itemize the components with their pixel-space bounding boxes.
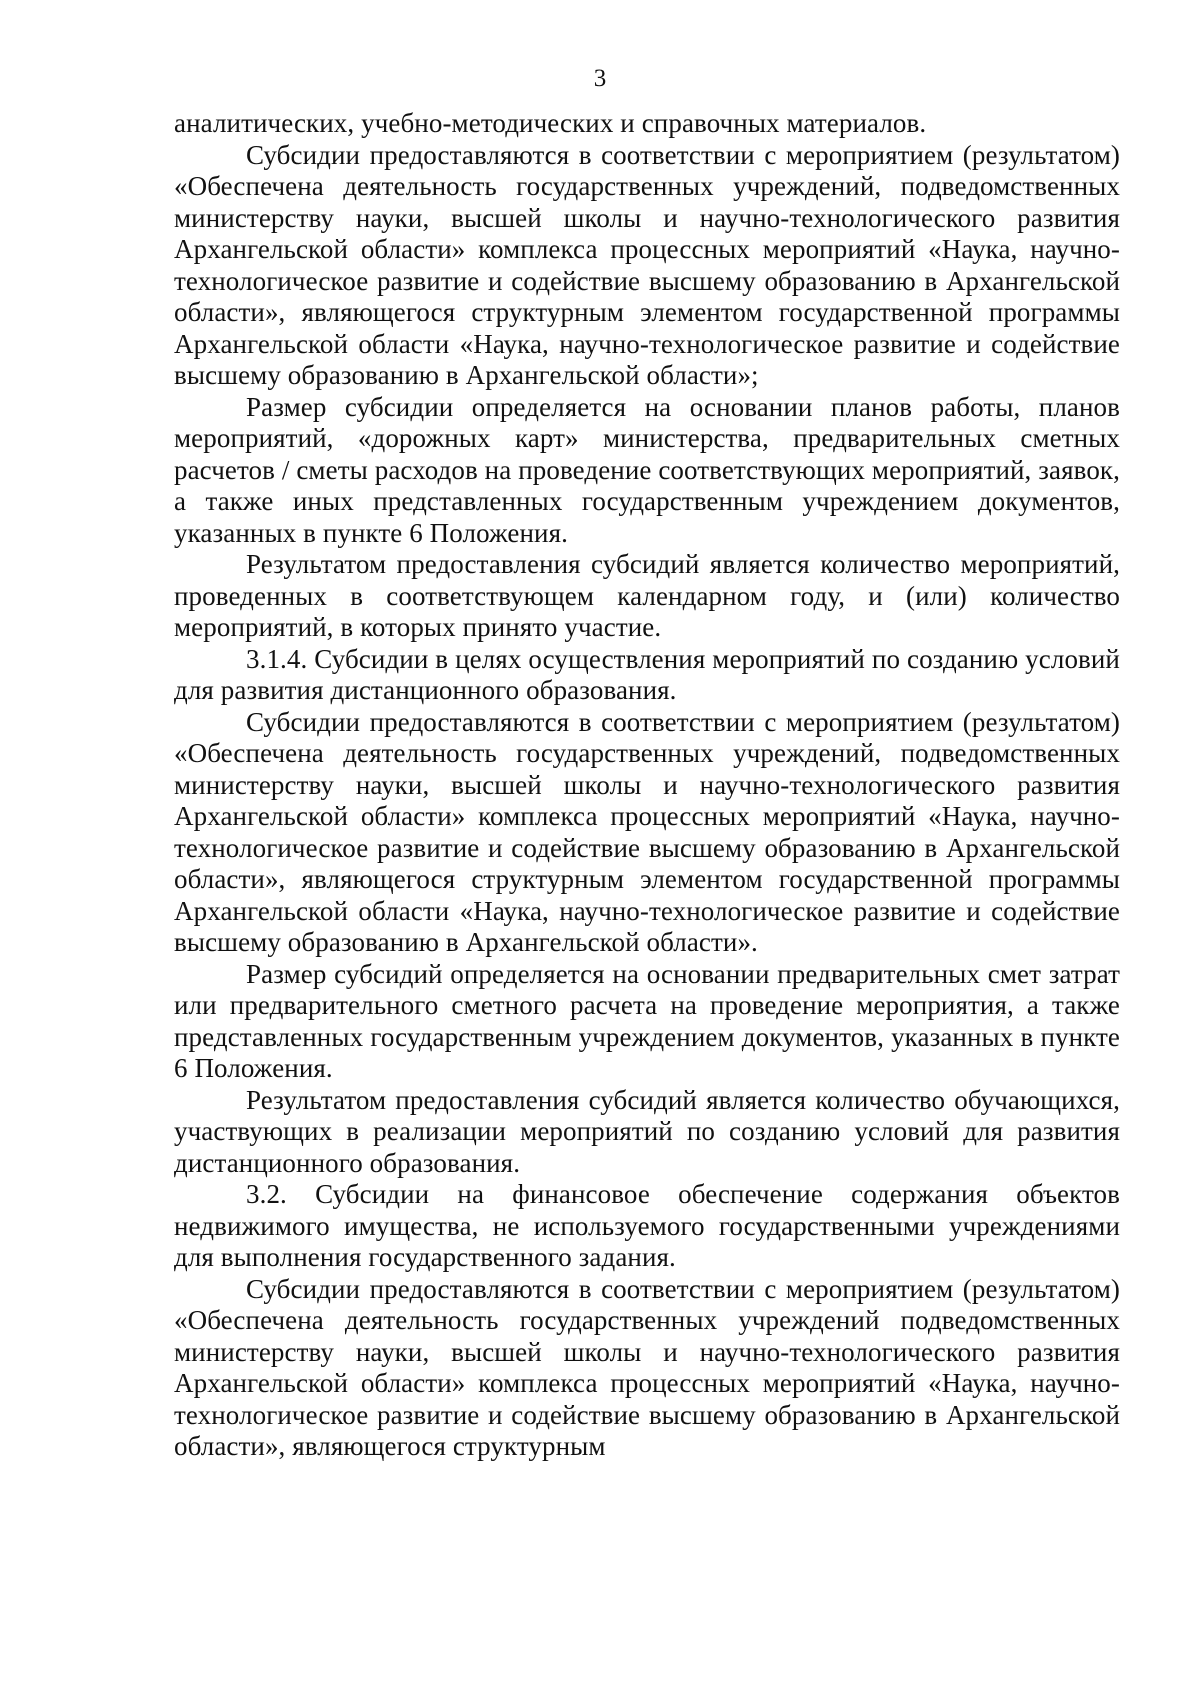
paragraph-subsidy-basis-distance: Субсидии предоставляются в соответствии с мероприятием (результатом) «Обеспечена деятельность государственных учреждений, подведомственных министерству науки, высшей школы и научно-технологического развития Архангельской области» комплекса процессных мероприятий «Наука, научно-технологическое развитие и содействие высшему образованию в Архангельской области», являющегося структурным элементом государственной программы Архангельской области «Наука, научно-технологическое развитие и содействие высшему образованию в Архангельской области». [174,706,1120,957]
paragraph-continuation: аналитических, учебно-методических и справочных материалов. [174,108,927,138]
paragraph-subsidy-basis-property: Субсидии предоставляются в соответствии с мероприятием (результатом) «Обеспечена деятельность государственных учреждений подведомственных министерству науки, высшей школы и научно-технологического развития Архангельской области» комплекса процессных мероприятий «Наука, научно-технологическое развитие и содействие высшему образованию в Архангельской области», являющегося структурным [174,1273,1120,1461]
paragraph-subsidy-size-distance: Размер субсидий определяется на основании предварительных смет затрат или предварительного сметного расчета на проведение мероприятия, а также представленных государственным учреждением документов, указанных в пункте 6 Положения. [174,958,1120,1083]
paragraph-subsidy-result: Результатом предоставления субсидий является количество мероприятий, проведенных в соответствующем календарном году, и (или) количество мероприятий, в которых принято участие. [174,549,1120,642]
paragraph-subsidy-result-distance: Результатом предоставления субсидий является количество обучающихся, участвующих в реализации мероприятий по созданию условий для развития дистанционного образования. [174,1084,1120,1178]
document-body [174,108,1120,1463]
paragraph-subsidy-size: Размер субсидии определяется на основании планов работы, планов мероприятий, «дорожных карт» министерства, предварительных сметных расчетов / сметы расходов на проведение соответствующих мероприятий, заявок, а также иных представленных государственным учреждением документов, указанных в пункте 6 Положения. [174,391,1120,548]
paragraph-section-3-2: 3.2. Субсидии на финансовое обеспечение содержания объектов недвижимого имущества, не используемого государственными учреждениями для выполнения государственного задания. [174,1179,1120,1272]
page-number: 3 [593,65,607,92]
paragraph-section-3-1-4: 3.1.4. Субсидии в целях осуществления мероприятий по созданию условий для развития дистанционного образования. [174,643,1120,705]
paragraph-subsidy-basis: Субсидии предоставляются в соответствии с мероприятием (результатом) «Обеспечена деятельность государственных учреждений, подведомственных министерству науки, высшей школы и научно-технологического развития Архангельской области» комплекса процессных мероприятий «Наука, научно-технологическое развитие и содействие высшему образованию в Архангельской области», являющегося структурным элементом государственной программы Архангельской области «Наука, научно-технологическое развитие и содействие высшему образованию в Архангельской области»; [174,139,1120,390]
